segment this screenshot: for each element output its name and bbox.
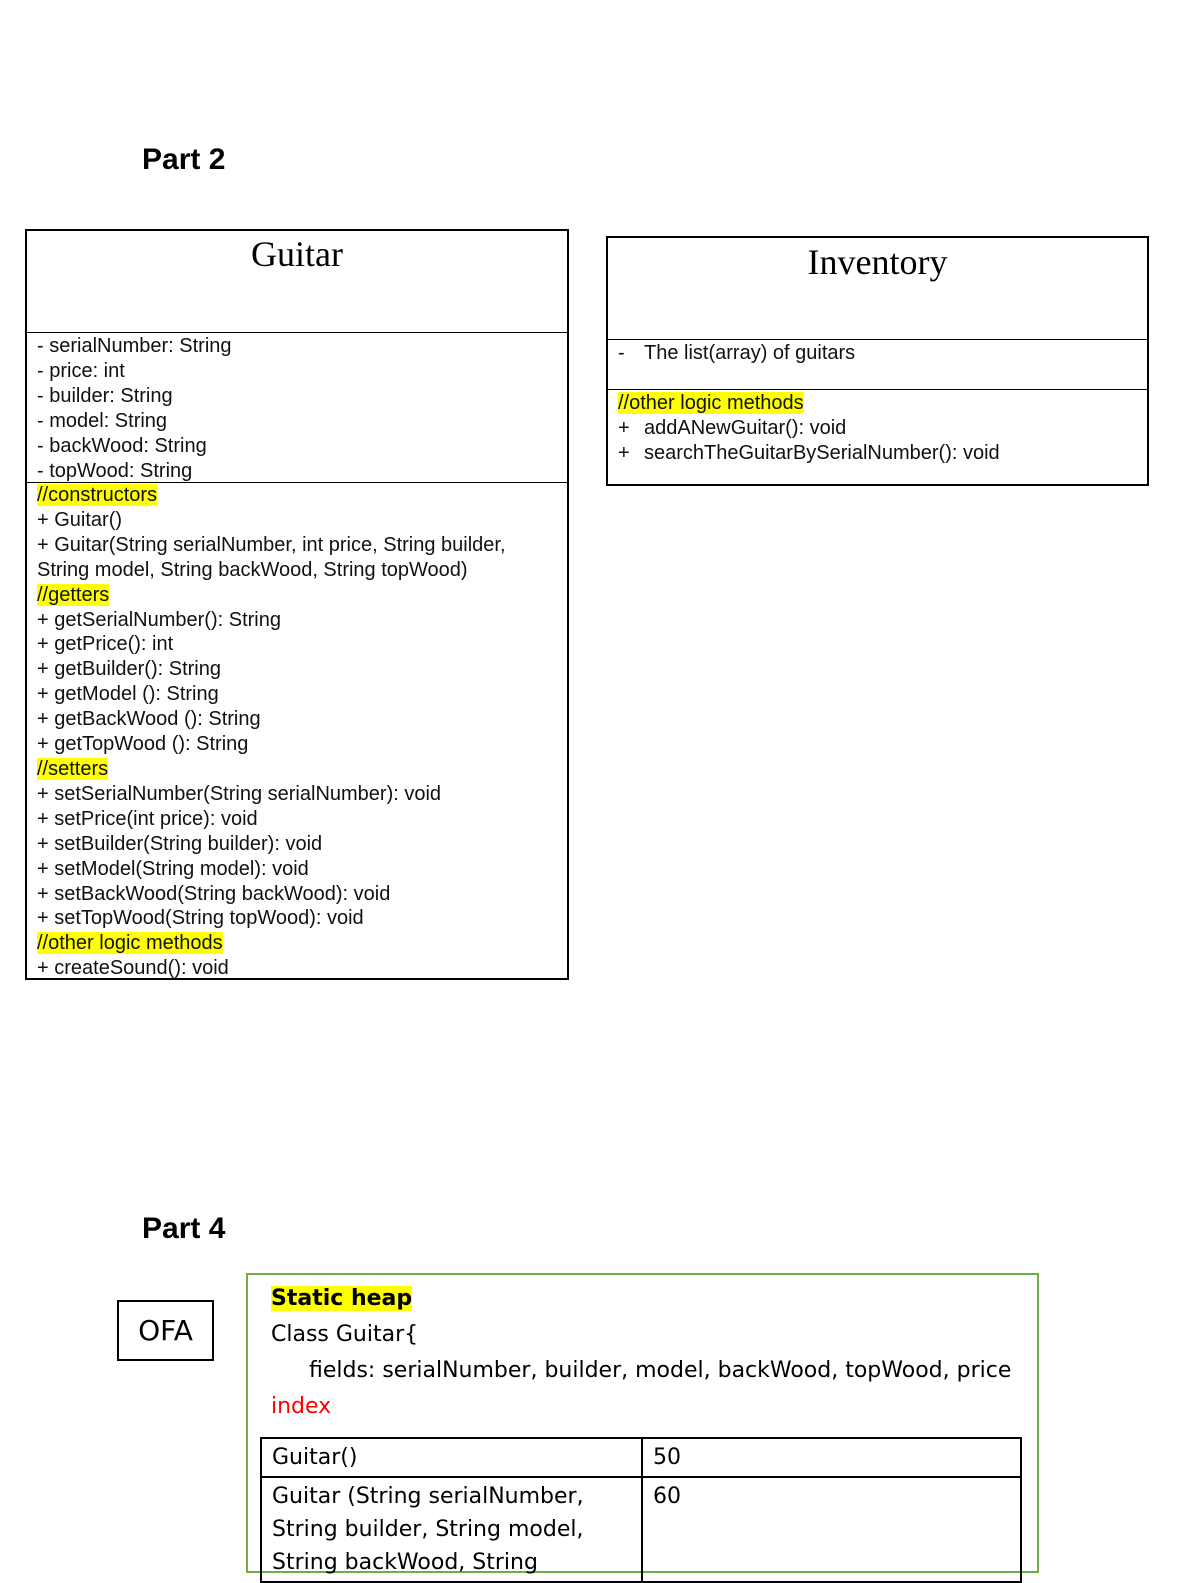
inventory-attribute-text: The list(array) of guitars [644, 342, 856, 364]
guitar-operation: + setBackWood(String backWood): void [37, 882, 391, 905]
guitar-operation: + setPrice(int price): void [37, 807, 258, 830]
guitar-operation: + getModel (): String [37, 683, 219, 706]
inventory-operation [618, 416, 1147, 441]
guitar-attributes-section [27, 332, 567, 482]
guitar-attribute: - backWood: String [37, 434, 207, 457]
guitar-attribute: - model: String [37, 409, 168, 432]
index-label: index [271, 1394, 332, 1419]
method-signature-cell: Guitar() [261, 1438, 642, 1477]
guitar-operation: + createSound(): void [37, 957, 229, 980]
class-declaration: Class Guitar{ [271, 1322, 419, 1347]
inventory-class-box [606, 236, 1149, 486]
guitar-class-box [25, 229, 569, 980]
ofa-box: OFA [117, 1300, 214, 1361]
visibility-public-marker: + [618, 416, 630, 439]
operations-comment: //constructors [37, 484, 158, 506]
guitar-operation: + getBackWood (): String [37, 708, 261, 731]
method-index-table [260, 1437, 1022, 1583]
inventory-attribute [618, 341, 1147, 366]
table-row [261, 1438, 1021, 1477]
inventory-operations-section [608, 389, 1147, 466]
inventory-operation-text: searchTheGuitarBySerialNumber(): void [644, 441, 1000, 464]
static-heap-title: Static heap [271, 1286, 413, 1311]
table-row [261, 1477, 1021, 1582]
guitar-operation: + Guitar(String serialNumber, int price, String builder, [37, 533, 506, 556]
visibility-private-marker: - [618, 342, 625, 364]
guitar-operation: + setSerialNumber(String serialNumber): void [37, 782, 442, 805]
inventory-class-name: Inventory [807, 242, 948, 282]
guitar-operation: + setBuilder(String builder): void [37, 832, 323, 855]
method-signature-cell: Guitar (String serialNumber, String builder, String model, String backWood, String [261, 1477, 642, 1582]
guitar-operation: + Guitar() [37, 508, 123, 531]
guitar-attribute: - price: int [37, 359, 125, 382]
inventory-attributes-section [608, 339, 1147, 389]
guitar-operation: + getBuilder(): String [37, 658, 221, 681]
operations-comment: //other logic methods [618, 392, 804, 414]
static-heap-box [246, 1273, 1039, 1573]
part-2-heading: Part 2 [142, 143, 226, 176]
guitar-operations-section [27, 482, 567, 981]
operations-comment: //getters [37, 583, 110, 606]
guitar-attribute: - serialNumber: String [37, 335, 232, 357]
guitar-attribute: - builder: String [37, 384, 173, 407]
operations-comment: //setters [37, 757, 109, 780]
inventory-operation [618, 441, 1147, 466]
method-index-cell: 50 [642, 1438, 1021, 1477]
guitar-operation: String model, String backWood, String topWood) [37, 558, 468, 581]
guitar-operation: + setTopWood(String topWood): void [37, 907, 364, 930]
guitar-operation: + getTopWood (): String [37, 733, 249, 756]
operations-comment: //other logic methods [37, 932, 223, 955]
inventory-operation-text: addANewGuitar(): void [644, 416, 847, 439]
fields-line: fields: serialNumber, builder, model, backWood, topWood, price [309, 1358, 1012, 1383]
part-4-heading: Part 4 [142, 1212, 226, 1245]
guitar-operation: + getSerialNumber(): String [37, 608, 281, 631]
guitar-class-name: Guitar [251, 234, 343, 274]
guitar-attribute: - topWood: String [37, 459, 193, 482]
visibility-public-marker: + [618, 441, 630, 464]
method-index-cell: 60 [642, 1477, 1021, 1582]
guitar-operation: + getPrice(): int [37, 633, 174, 656]
guitar-operation: + setModel(String model): void [37, 857, 309, 880]
